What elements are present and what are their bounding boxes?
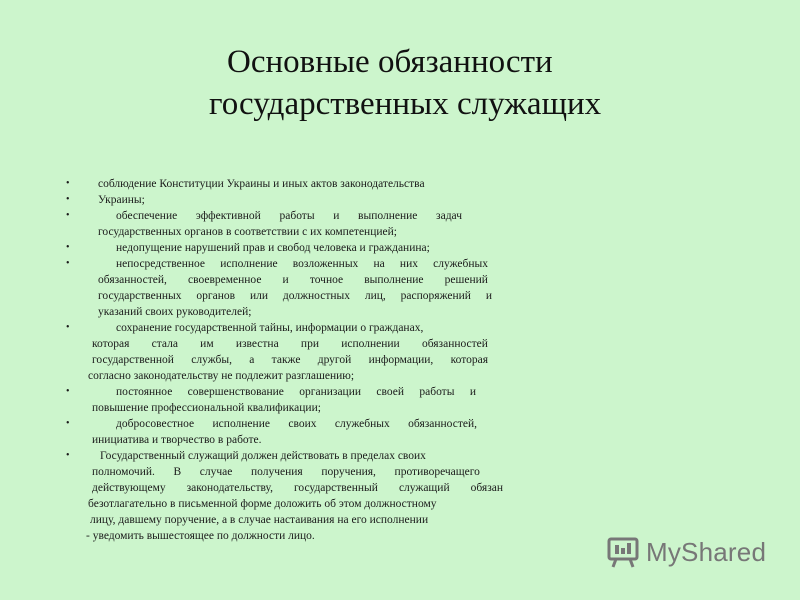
word: которая [92, 338, 130, 350]
list-item-text: Украины; [98, 194, 145, 206]
title-line-2: государственных служащих [209, 86, 602, 122]
list-item [62, 320, 512, 336]
list-item-text: Государственный служащий должен действовать в пределах своих [100, 450, 426, 462]
word: распоряжений [400, 290, 471, 302]
bullet-icon: • [66, 258, 70, 269]
word: противоречащего [394, 466, 480, 478]
list-item-text: инициатива и творчество в работе. [92, 434, 262, 446]
word: работы [279, 210, 315, 222]
list-item-text [92, 352, 488, 368]
word: исполнение [212, 418, 270, 430]
list-item-text: - уведомить вышестоящее по должности лицо. [86, 530, 315, 542]
word: поручения, [321, 466, 376, 478]
bullet-icon: • [66, 194, 70, 205]
word: обязан [470, 482, 503, 494]
word: работы [419, 386, 455, 398]
word: государственный [294, 482, 378, 494]
word: непосредственное [116, 258, 206, 270]
word: должностных [282, 290, 350, 302]
word: служебных [334, 418, 390, 430]
chalkboard-icon [606, 535, 640, 569]
list-item-text [92, 464, 480, 480]
word: а [249, 354, 255, 366]
bullet-icon: • [66, 242, 70, 253]
word: обеспечение [116, 210, 178, 222]
list-item [62, 448, 512, 464]
list-item [62, 192, 512, 208]
list-item-text: безотлагательно в письменной форме доложить об этом должностному [88, 498, 437, 510]
list-item-text [98, 272, 488, 288]
list-item [62, 464, 512, 480]
word: лиц, [364, 290, 386, 302]
word: возложенных [292, 258, 359, 270]
word: организации [299, 386, 362, 398]
list-item-text [116, 416, 477, 432]
word: при [300, 338, 319, 350]
word: государственных [98, 290, 182, 302]
word: стала [151, 338, 178, 350]
list-item [62, 176, 512, 192]
list-item-text: соблюдение Конституции Украины и иных актов законодательства [98, 178, 425, 190]
bullet-icon: • [66, 210, 70, 221]
list-item-text [98, 288, 492, 304]
word: которая [450, 354, 488, 366]
word: служащий [398, 482, 450, 494]
word: исполнении [341, 338, 400, 350]
list-item-text: сохранение государственной тайны, информации о гражданах, [116, 322, 424, 334]
word: или [249, 290, 269, 302]
word: своей [376, 386, 404, 398]
word: совершенствование [187, 386, 284, 398]
word: добросовестное [116, 418, 195, 430]
bullet-icon: • [66, 418, 70, 429]
word: выполнение [358, 210, 418, 222]
word: и [485, 290, 492, 302]
list-item [62, 416, 512, 432]
word: выполнение [364, 274, 424, 286]
list-item [62, 304, 512, 320]
word: постоянное [116, 386, 173, 398]
list-item [62, 224, 512, 240]
word: обязанностей, [98, 274, 167, 286]
list-item [62, 240, 512, 256]
list-item [62, 480, 512, 496]
list-item-text: согласно законодательству не подлежит разглашению; [88, 370, 355, 382]
title-line-1: Основные обязанности [227, 44, 553, 80]
list-item [62, 288, 512, 304]
list-item-text: лицу, давшему поручение, а в случае настаивания на его исполнении [90, 514, 429, 526]
word: службы, [191, 354, 232, 366]
list-item [62, 400, 512, 416]
word: и [282, 274, 289, 286]
word: органов [196, 290, 236, 302]
word: информации, [368, 354, 434, 366]
word: и [469, 386, 476, 398]
list-item-text [92, 480, 503, 496]
word: также [271, 354, 301, 366]
list-item-text [116, 256, 488, 272]
word: законодательству, [186, 482, 273, 494]
word: случае [199, 466, 233, 478]
duties-list [62, 176, 512, 544]
word: них [399, 258, 418, 270]
list-item [62, 352, 512, 368]
word: служебных [433, 258, 488, 270]
bullet-icon: • [66, 322, 70, 333]
word: на [373, 258, 385, 270]
bullet-icon: • [66, 386, 70, 397]
word: и [333, 210, 340, 222]
word: точное [309, 274, 344, 286]
list-item [62, 496, 512, 512]
list-item [62, 528, 512, 544]
word: своих [288, 418, 317, 430]
list-item [62, 256, 512, 272]
word: действующему [92, 482, 166, 494]
word: получения [250, 466, 303, 478]
list-item [62, 272, 512, 288]
list-item-text [116, 384, 476, 400]
list-item [62, 512, 512, 528]
list-item-text [116, 208, 462, 224]
bullet-icon: • [66, 178, 70, 189]
word: обязанностей [421, 338, 488, 350]
word: другой [317, 354, 352, 366]
word: известна [235, 338, 279, 350]
word: решений [444, 274, 488, 286]
bullet-icon: • [66, 450, 70, 461]
word: государственной [92, 354, 174, 366]
watermark-text: MyShared [646, 536, 767, 567]
list-item [62, 432, 512, 448]
list-item [62, 208, 512, 224]
list-item [62, 384, 512, 400]
word: эффективной [195, 210, 261, 222]
list-item [62, 368, 512, 384]
word: полномочий. [92, 466, 155, 478]
myshared-watermark [606, 535, 766, 569]
list-item-text: государственных органов в соответствии с их компетенцией; [98, 226, 397, 238]
list-item [62, 336, 512, 352]
list-item-text: недопущение нарушений прав и свобод человека и гражданина; [116, 242, 430, 254]
word: В [173, 466, 182, 478]
word: им [200, 338, 214, 350]
word: исполнение [220, 258, 278, 270]
list-item-text [92, 336, 488, 352]
word: своевременное [188, 274, 262, 286]
list-item-text: повышение профессиональной квалификации; [92, 402, 321, 414]
list-item-text: указаний своих руководителей; [98, 306, 252, 318]
word: задач [436, 210, 462, 222]
word: обязанностей, [408, 418, 477, 430]
